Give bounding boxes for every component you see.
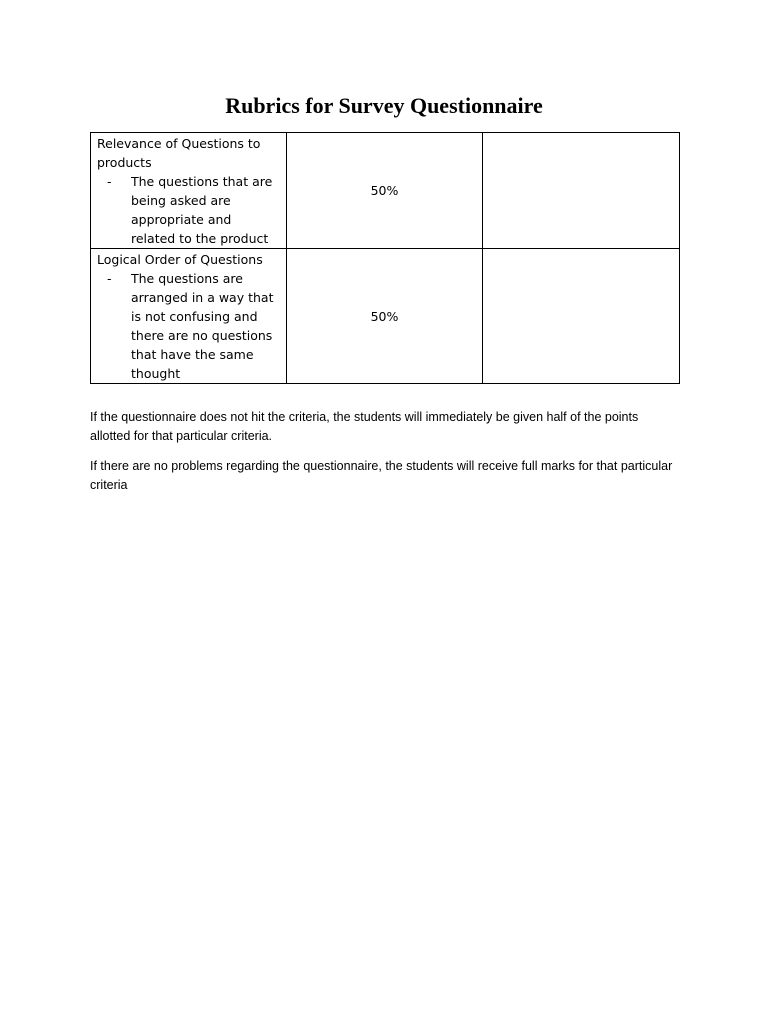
score-cell xyxy=(483,133,680,249)
score-cell xyxy=(483,249,680,384)
criterion-cell xyxy=(91,249,287,384)
rubric-row xyxy=(91,249,680,384)
bullet-dash: - xyxy=(107,174,112,189)
criterion-title: Logical Order of Questions xyxy=(97,252,263,267)
criterion-bullet-item xyxy=(97,172,280,248)
criterion-bullet-item xyxy=(97,269,280,383)
criterion-description: The questions that are being asked are appropriate and related to the product xyxy=(131,174,273,246)
weight-cell xyxy=(287,133,483,249)
weight-cell xyxy=(287,249,483,384)
rubric-table xyxy=(90,132,680,384)
criterion-title: Relevance of Questions to products xyxy=(97,136,261,170)
weight-value: 50% xyxy=(370,183,399,198)
bullet-dash: - xyxy=(107,271,112,286)
grading-note: If there are no problems regarding the questionnaire, the students will receive full marks for that particular criteria xyxy=(90,459,673,492)
grading-note: If the questionnaire does not hit the criteria, the students will immediately be given half of the points allotted for that particular criteria. xyxy=(90,410,639,443)
page-title: Rubrics for Survey Questionnaire xyxy=(225,93,543,118)
weight-value: 50% xyxy=(370,308,399,324)
criterion-description: The questions are arranged in a way that is not confusing and there are no questions that have the same thought xyxy=(131,271,274,381)
rubric-row xyxy=(91,133,680,249)
criterion-cell xyxy=(91,133,287,249)
